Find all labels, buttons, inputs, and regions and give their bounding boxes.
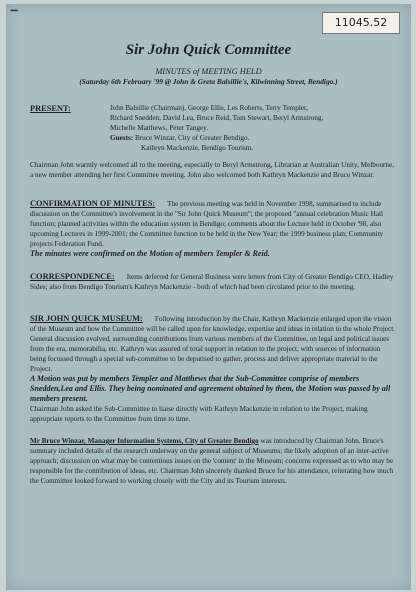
attendee-line: John Balsillie (Chairman), George Ellis, Les Roberts, Terry Templer,	[110, 104, 308, 112]
winzar-section	[30, 436, 398, 486]
attendee-line: Michelle Matthews, Peter Tangey.	[110, 124, 209, 132]
correspondence-heading: CORRESPONDENCE:	[30, 272, 115, 281]
punch-dots-decoration: •••••	[10, 7, 18, 15]
museum-heading: SIR JOHN QUICK MUSEUM:	[30, 314, 143, 323]
guests-label: Guests:	[110, 134, 134, 142]
attendee-line: Richard Snedden, David Lea, Bruce Reid, Tom Stewart, Beryl Armstrong,	[110, 114, 324, 122]
correspondence-section	[30, 272, 398, 292]
document-page	[6, 4, 411, 590]
museum-section	[30, 314, 398, 424]
welcome-paragraph: Chairman John warmly welcomed all to the meeting, especially to Beryl Armstrong, Librarian at Australian Unity, Melbourne, a new member attending her first Committee meeting. John also welcomed both Kathryn Mackenzie and Bruce Winzar.	[30, 161, 395, 179]
winzar-heading: Mr Bruce Winzar, Manager Information Systems, City of Greater Bendigo	[30, 437, 259, 445]
present-heading: PRESENT:	[30, 104, 71, 113]
confirmation-motion: The minutes were confirmed on the Motion of members Templer & Reid.	[30, 249, 270, 258]
guests-line	[110, 133, 400, 143]
confirmation-heading: CONFIRMATION OF MINUTES:	[30, 199, 156, 208]
museum-closing: Chairman John asked the Sub-Committee to liaise directly with Kathryn Mackenzie in relation to the Project, making appropriate reports to the Committee from time to time.	[30, 405, 368, 423]
guest-entry: Bruce Winzar, City of Greater Bendigo.	[134, 134, 250, 142]
document-title: Sir John Quick Committee	[125, 42, 292, 58]
attendee-list	[110, 103, 400, 153]
guest-entry: Kathryn Mackenzie, Bendigo Tourism.	[141, 144, 254, 152]
confirmation-section	[30, 199, 398, 259]
confirmation-body: The previous meeting was held in November 1998, summarised to include discussion on the Committee's involvement in the "Sir John Quick Museum"; the proposed "annual celebration Music Hall function; planned activities within the education system in Bendigo; comments about the Lecture held in October '98, also upcoming Lectures in 1999-2001; the Committee function to be held in the New Year; the 1999 business plan; Community projects Federation Fund.	[30, 200, 384, 248]
museum-body: Following introduction by the Chair, Kathryn Mackenzie enlarged upon the vision of the Museum and how the Committee will be called upon for knowledge, expertise and ideas in relation to the whole Project. General discussion evolved, surrounding contributions from various members of the Committee, on legal and political issues from the era, memorabilia, etc. Kathryn was assured of total support in relation to the project, with sources of information being focussed through a special sub-committee to be deputised to gather, process and deliver appropriate material to the Project.	[30, 315, 396, 373]
minutes-label: MINUTES of MEETING HELD	[155, 67, 262, 76]
museum-motion: A Motion was put by members Templer and Matthews that the Sub-Committee comprise of members Snedden,Lea and Ellis. They being nominated and agreement obtained by them, the Motion was passed by all members present.	[30, 374, 391, 403]
winzar-body: was introduced by Chairman John. Bruce's summary included details of the research underway on the general subject of Museums; the likely adoption of an inter-active approach; discussion on what may be contentious issues on the 'content' in the Museum; concerns expressed as to who may be responsible for the contribution of ideas, etc. Chairman John sincerely thanked Bruce for his attendance, reiterating how much the Committee looked forward to working closely with the City and its Tourism interests.	[30, 437, 394, 485]
correspondence-body: Items deferred for General Business were letters from City of Greater Bendigo CEO, Hadley Sides; also from Bendigo Tourism's Kathryn Mackenzie - both of which had been circulated prior to the meeting.	[30, 273, 394, 291]
archive-reference-label: 11045.52	[322, 12, 400, 34]
meeting-details: (Saturday 6th February '99 @ John & Greta Balsillie's, Kilwinning Street, Bendigo.)	[79, 77, 338, 86]
